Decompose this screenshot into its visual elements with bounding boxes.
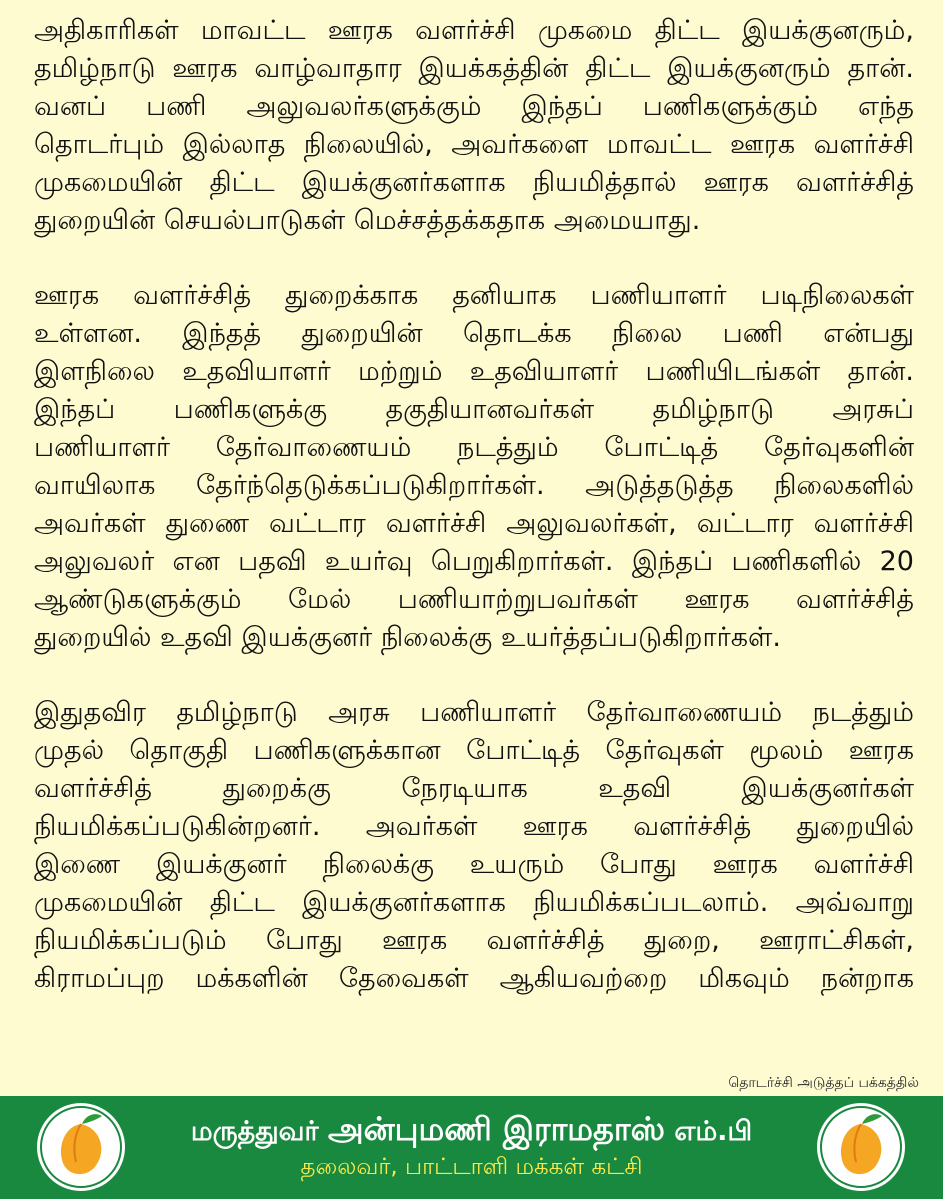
text-line: வாயிலாக தேர்ந்தெடுக்கப்படுகிறார்கள். அடுத்தடுத்த நிலைகளில்	[34, 470, 914, 501]
name-prefix: மருத்துவர்	[190, 1116, 319, 1147]
text-line: இளநிலை உதவியாளர் மற்றும் உதவியாளர் பணியிடங்கள் தான்.	[34, 356, 914, 387]
text-line: முகமையின் திட்ட இயக்குனர்களாக நியமிக்கப்படலாம். அவ்வாறு	[34, 887, 914, 918]
footer-banner	[0, 1096, 943, 1199]
text-line: துறையின் செயல்பாடுகள் மெச்சத்தக்கதாக அமையாது.	[34, 205, 701, 236]
text-line: தமிழ்நாடு ஊரக வாழ்வாதார இயக்கத்தின் திட்ட இயக்குனரும் தான்.	[34, 53, 914, 84]
text-line: முதல் தொகுதி பணிகளுக்கான போட்டித் தேர்வுகள் மூலம் ஊரக	[34, 735, 914, 766]
text-line: கிராமப்புற மக்களின் தேவைகள் ஆகியவற்றை மிகவும் நன்றாக	[34, 963, 914, 994]
text-line: துறையில் உதவி இயக்குனர் நிலைக்கு உயர்த்தப்படுகிறார்கள்.	[34, 622, 781, 653]
text-line: ஆண்டுகளுக்கும் மேல் பணியாற்றுபவர்கள் ஊரக வளர்ச்சித்	[34, 584, 914, 615]
article-body	[34, 12, 914, 1035]
text-line: முகமையின் திட்ட இயக்குனர்களாக நியமித்தால் ஊரக வளர்ச்சித்	[34, 167, 914, 198]
text-line: அவர்கள் துணை வட்டார வளர்ச்சி அலுவலர்கள், வட்டார வளர்ச்சி	[34, 508, 914, 539]
name-suffix: எம்.பி	[674, 1116, 753, 1147]
name-main: அன்புமணி இராமதாஸ்	[328, 1110, 665, 1148]
mango-icon	[816, 1102, 906, 1192]
text-line: உள்ளன. இந்தத் துறையின் தொடக்க நிலை பணி என்பது	[34, 318, 914, 349]
text-line: அலுவலர் என பதவி உயர்வு பெறுகிறார்கள். இந்தப் பணிகளில் 20	[34, 546, 914, 577]
paragraph-1	[34, 12, 914, 240]
text-line: பணியாளர் தேர்வாணையம் நடத்தும் போட்டித் தேர்வுகளின்	[34, 432, 914, 463]
text-line: ஊரக வளர்ச்சித் துறைக்காக தனியாக பணியாளர் படிநிலைகள்	[34, 280, 914, 311]
text-line: இதுதவிர தமிழ்நாடு அரசு பணியாளர் தேர்வாணையம் நடத்தும்	[34, 697, 914, 728]
text-line: வளர்ச்சித் துறைக்கு நேரடியாக உதவி இயக்குனர்கள்	[34, 773, 914, 804]
paragraph-3	[34, 694, 914, 998]
text-line: தொடர்பும் இல்லாத நிலையில், அவர்களை மாவட்ட ஊரக வளர்ச்சி	[34, 129, 914, 160]
leader-title: தலைவர், பாட்டாளி மக்கள் கட்சி	[300, 1154, 643, 1180]
text-line: நியமிக்கப்படுகின்றனர். அவர்கள் ஊரக வளர்ச்சித் துறையில்	[34, 811, 914, 842]
paragraph-2	[34, 277, 914, 657]
text-line: அதிகாரிகள் மாவட்ட ஊரக வளர்ச்சி முகமை திட்ட இயக்குனரும்,	[34, 15, 914, 46]
text-line: இணை இயக்குனர் நிலைக்கு உயரும் போது ஊரக வளர்ச்சி	[34, 849, 914, 880]
continued-note: தொடர்ச்சி அடுத்தப் பக்கத்தில்	[728, 1075, 919, 1091]
text-line: நியமிக்கப்படும் போது ஊரக வளர்ச்சித் துறை, ஊராட்சிகள்,	[34, 925, 914, 956]
leader-name	[0, 1110, 943, 1152]
text-line: இந்தப் பணிகளுக்கு தகுதியானவர்கள் தமிழ்நாடு அரசுப்	[34, 394, 914, 425]
text-line: வனப் பணி அலுவலர்களுக்கும் இந்தப் பணிகளுக்கும் எந்த	[34, 91, 914, 122]
